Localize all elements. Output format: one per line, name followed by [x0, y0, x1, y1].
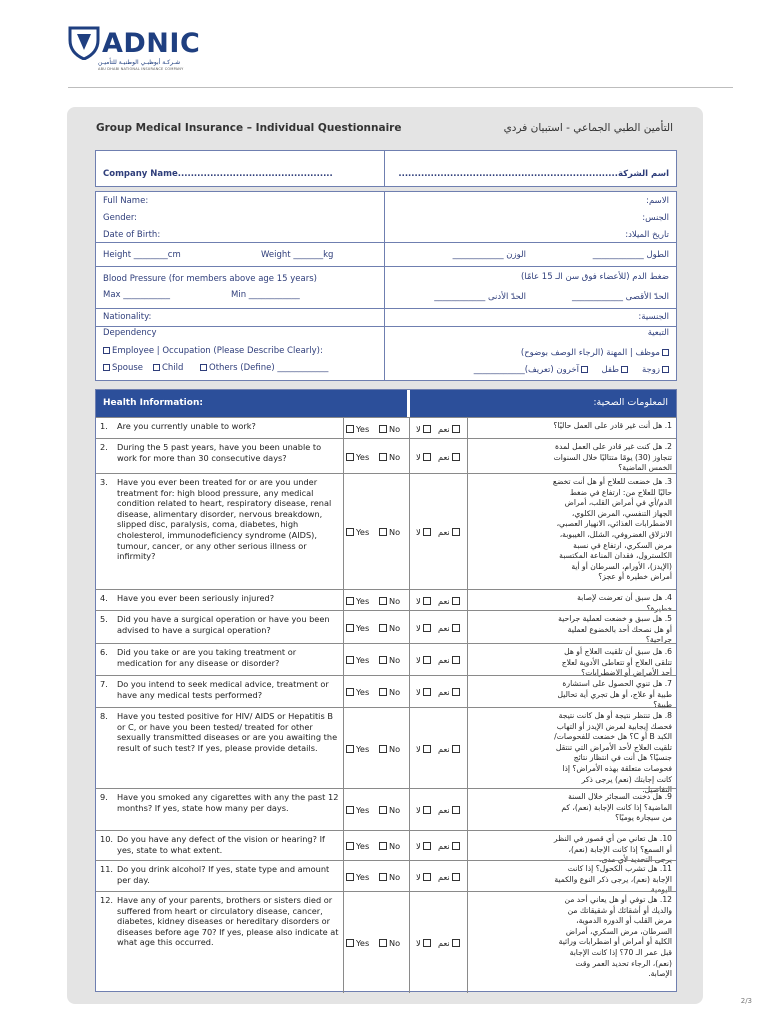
- logo-english-line: ABU DHABI NATIONAL INSURANCE COMPANY: [98, 67, 184, 71]
- blood-pressure-label: Blood Pressure (for members above age 15 years): [103, 274, 317, 284]
- answer-yes-option[interactable]: Yes: [346, 872, 369, 882]
- question-text-en: [100, 477, 340, 562]
- employee-option-label: Employee | Occupation (Please Describe Clearly):: [112, 346, 323, 356]
- answer-yes-checkbox-ar[interactable]: [452, 873, 460, 881]
- answer-no-option[interactable]: No: [379, 938, 400, 948]
- answer-no-option[interactable]: No: [379, 744, 400, 754]
- others-option[interactable]: Others (Define) ____________: [200, 363, 328, 373]
- answer-no-option-ar[interactable]: لا: [416, 424, 431, 434]
- answer-no-checkbox[interactable]: [379, 688, 387, 696]
- question-text-ar: 5. هل سبق و خضعت لعملية جراحية أو هل نصحك أحد بالخضوع لعملية جراحية؟: [558, 614, 672, 645]
- answer-no-checkbox-ar[interactable]: [423, 453, 431, 461]
- answer-yes-option[interactable]: Yes: [346, 596, 369, 606]
- answer-no-option[interactable]: No: [379, 805, 400, 815]
- answer-yes-checkbox[interactable]: [346, 842, 354, 850]
- question-text-ar: 4. هل سبق أن تعرضت لإصابة خطيرة؟: [577, 593, 672, 613]
- question-row: [96, 860, 676, 895]
- answer-no-checkbox-ar[interactable]: [423, 939, 431, 947]
- question-row: [96, 830, 676, 865]
- answer-yes-option-ar[interactable]: نعم: [438, 655, 460, 665]
- company-name-label-ar: اسم الشركة....................................................................: [398, 169, 669, 179]
- answer-yes-checkbox-ar[interactable]: [452, 806, 460, 814]
- answer-yes-checkbox-ar[interactable]: [452, 842, 460, 850]
- others-option-ar: آخرون (تعريف)____________: [474, 365, 588, 375]
- others-checkbox[interactable]: [200, 364, 207, 371]
- answer-no-checkbox[interactable]: [379, 873, 387, 881]
- form-title-en: Group Medical Insurance – Individual Questionnaire: [96, 122, 402, 134]
- question-number: 5.: [100, 614, 108, 624]
- child-option-ar: طفل: [601, 365, 628, 375]
- question-text-en: [100, 679, 340, 700]
- answer-no-checkbox-ar[interactable]: [423, 597, 431, 605]
- nationality-field[interactable]: Nationality:: [103, 312, 152, 322]
- question-text-en: [100, 647, 340, 668]
- answer-no-checkbox[interactable]: [379, 453, 387, 461]
- answer-yes-option-ar[interactable]: نعم: [438, 452, 460, 462]
- height-field[interactable]: Height ________cm: [103, 250, 181, 260]
- answer-yes-option[interactable]: Yes: [346, 424, 369, 434]
- nationality-field-ar: الجنسية:: [638, 312, 669, 322]
- answer-no-checkbox-ar[interactable]: [423, 806, 431, 814]
- answer-yes-option[interactable]: Yes: [346, 841, 369, 851]
- question-text: Did you take or are you taking treatment or medication for any disease or disorder?: [117, 647, 297, 668]
- answer-yes-checkbox[interactable]: [346, 453, 354, 461]
- gender-field-ar: الجنس:: [642, 213, 669, 223]
- question-number: 9.: [100, 792, 108, 802]
- child-option[interactable]: Child: [153, 363, 183, 373]
- question-number: 8.: [100, 711, 108, 721]
- answer-no-checkbox-ar[interactable]: [423, 688, 431, 696]
- personal-info-section: [95, 191, 677, 381]
- dependency-label-ar: التبعية: [647, 328, 669, 338]
- answer-no-option-ar[interactable]: لا: [416, 805, 431, 815]
- bp-min-field[interactable]: Min ____________: [231, 290, 300, 300]
- weight-field-ar: الوزن ____________: [452, 250, 526, 260]
- answer-yes-checkbox-ar[interactable]: [452, 597, 460, 605]
- answer-no-option[interactable]: No: [379, 424, 400, 434]
- answer-no-checkbox-ar[interactable]: [423, 873, 431, 881]
- answer-yes-option-ar[interactable]: نعم: [438, 527, 460, 537]
- question-text-ar: 2. هل كنت غير قادر على العمل لمدة تتجاوز (30) يومًا متتاليًا خلال السنوات الخمس الماضية؟: [553, 442, 672, 473]
- answer-no-checkbox[interactable]: [379, 939, 387, 947]
- answer-yes-option[interactable]: Yes: [346, 938, 369, 948]
- question-text-en: [100, 834, 340, 855]
- answer-no-option[interactable]: No: [379, 623, 400, 633]
- question-text-en: [100, 864, 340, 885]
- answer-no-checkbox[interactable]: [379, 597, 387, 605]
- answer-yes-checkbox[interactable]: [346, 624, 354, 632]
- question-text-ar: 9. هل دخنت السجائر خلال السنة الماضية؟ إذا كانت الإجابة (نعم)، كم من سيجارة يوميًا؟: [561, 792, 672, 823]
- answer-no-checkbox[interactable]: [379, 745, 387, 753]
- employee-option-ar: موظف | المهنة (الرجاء الوصف بوضوح): [521, 348, 669, 358]
- answer-yes-checkbox[interactable]: [346, 688, 354, 696]
- full-name-field-ar: الاسم:: [646, 196, 669, 206]
- question-text-en: [100, 792, 340, 813]
- question-row: [96, 438, 676, 473]
- question-text: Do you have any defect of the vision or hearing? If yes, state to what extent.: [117, 834, 325, 855]
- question-text-en: [100, 614, 340, 635]
- question-number: 12.: [100, 895, 114, 905]
- answer-no-checkbox[interactable]: [379, 806, 387, 814]
- answer-yes-checkbox-ar[interactable]: [452, 688, 460, 696]
- answer-yes-option-ar[interactable]: نعم: [438, 805, 460, 815]
- answer-no-checkbox-ar[interactable]: [423, 842, 431, 850]
- answer-yes-checkbox[interactable]: [346, 597, 354, 605]
- answer-yes-option[interactable]: Yes: [346, 655, 369, 665]
- question-row: [96, 643, 676, 678]
- question-text-en: [100, 421, 340, 432]
- answer-no-option[interactable]: No: [379, 527, 400, 537]
- answer-yes-option-ar[interactable]: نعم: [438, 841, 460, 851]
- answer-no-checkbox-ar[interactable]: [423, 745, 431, 753]
- height-field-ar: الطول ____________: [592, 250, 669, 260]
- form-title-ar: التأمين الطبي الجماعي - استبيان فردي: [503, 122, 673, 134]
- question-row: [96, 891, 676, 993]
- question-text-ar: 1. هل أنت غير قادر على العمل حاليًا؟: [553, 421, 672, 430]
- logo-wordmark: ADNIC: [102, 28, 201, 59]
- bp-min-field-ar: الحدّ الأدنى ____________: [434, 292, 526, 302]
- question-text-en: [100, 442, 340, 463]
- question-text-ar: 7. هل تنوي الحصول على استشارة طبية أو علاج، أو هل تجري أية تحاليل طبية؟: [557, 679, 672, 710]
- answer-yes-option-ar[interactable]: نعم: [438, 424, 460, 434]
- gender-field[interactable]: Gender:: [103, 213, 138, 223]
- question-text-ar: 12. هل توفي أو هل يعاني أحد من والديك أو أشقائك أو شقيقاتك من مرض القلب أو الدورة الدموية، السرطان، مرض السكري، أمراض الكلية أو أمراض أو اضطرابات وراثية قبل عمر الـ 70؟ إذا كانت الإجابة (نعم)، الرجاء تحديد العمر وقت الإصابة.: [558, 895, 672, 979]
- question-text-ar: 6. هل سبق أن تلقيت العلاج أو هل تتلقى العلاج أو تتعاطى الأدوية لعلاج أحد الأمراض أو الاضطرابات؟: [561, 647, 672, 678]
- question-text: During the 5 past years, have you been unable to work for more than 30 consecutive days?: [117, 442, 322, 463]
- question-number: 1.: [100, 421, 108, 431]
- answer-no-option-ar[interactable]: لا: [416, 687, 431, 697]
- answer-yes-checkbox-ar[interactable]: [452, 624, 460, 632]
- page-number: 2/3: [740, 997, 752, 1005]
- answer-no-checkbox[interactable]: [379, 842, 387, 850]
- dependency-label: Dependency: [103, 328, 157, 338]
- answer-no-checkbox[interactable]: [379, 425, 387, 433]
- question-row: [96, 707, 676, 795]
- answer-yes-checkbox-ar[interactable]: [452, 453, 460, 461]
- answer-yes-option-ar[interactable]: نعم: [438, 938, 460, 948]
- question-number: 2.: [100, 442, 108, 452]
- question-row: [96, 589, 676, 613]
- answer-no-option-ar[interactable]: لا: [416, 527, 431, 537]
- question-row: [96, 675, 676, 710]
- full-name-field[interactable]: Full Name:: [103, 196, 149, 206]
- question-number: 6.: [100, 647, 108, 657]
- question-text: Have you tested positive for HIV/ AIDS or Hepatitis B or C, or have you been tested/ treated for other sexually transmitted diseases or are you awaiting the result of such test? If yes, please provide details.: [117, 711, 338, 753]
- answer-no-option-ar[interactable]: لا: [416, 452, 431, 462]
- question-number: 4.: [100, 593, 108, 603]
- answer-yes-option-ar[interactable]: نعم: [438, 623, 460, 633]
- answer-yes-checkbox[interactable]: [346, 745, 354, 753]
- answer-yes-checkbox-ar[interactable]: [452, 528, 460, 536]
- answer-yes-checkbox[interactable]: [346, 939, 354, 947]
- date-of-birth-field[interactable]: Date of Birth:: [103, 230, 161, 240]
- answer-no-option-ar[interactable]: لا: [416, 623, 431, 633]
- question-row: [96, 473, 676, 589]
- answer-yes-option-ar[interactable]: نعم: [438, 596, 460, 606]
- answer-yes-checkbox[interactable]: [346, 425, 354, 433]
- answer-no-checkbox-ar[interactable]: [423, 656, 431, 664]
- question-text-en: [100, 593, 340, 604]
- answer-yes-option[interactable]: Yes: [346, 805, 369, 815]
- blood-pressure-label-ar: ضغط الدم (للأعضاء فوق سن الـ 15 عامًا): [520, 272, 669, 282]
- answer-yes-checkbox-ar[interactable]: [452, 425, 460, 433]
- answer-yes-checkbox[interactable]: [346, 656, 354, 664]
- answer-no-option-ar[interactable]: لا: [416, 938, 431, 948]
- answer-no-option[interactable]: No: [379, 452, 400, 462]
- adnic-logo: [68, 26, 208, 74]
- health-info-header-ar: المعلومات الصحية:: [593, 397, 668, 408]
- answer-no-option[interactable]: No: [379, 687, 400, 697]
- adnic-shield-icon: [68, 26, 100, 60]
- answer-yes-option-ar[interactable]: نعم: [438, 687, 460, 697]
- question-text: Do you drink alcohol? If yes, state type and amount per day.: [117, 864, 330, 885]
- health-info-header: [96, 390, 676, 417]
- answer-no-checkbox[interactable]: [379, 528, 387, 536]
- answer-no-checkbox[interactable]: [379, 656, 387, 664]
- answer-no-option-ar[interactable]: لا: [416, 744, 431, 754]
- question-text-en: [100, 895, 340, 948]
- question-number: 11.: [100, 864, 114, 874]
- answer-yes-checkbox-ar[interactable]: [452, 656, 460, 664]
- company-name-label-en: Company Name................................................: [103, 169, 333, 179]
- answer-no-checkbox[interactable]: [379, 624, 387, 632]
- answer-yes-option[interactable]: Yes: [346, 527, 369, 537]
- child-checkbox[interactable]: [153, 364, 160, 371]
- answer-no-option-ar[interactable]: لا: [416, 596, 431, 606]
- answer-no-checkbox-ar[interactable]: [423, 528, 431, 536]
- answer-no-option[interactable]: No: [379, 596, 400, 606]
- spouse-option-ar: زوجة: [642, 365, 669, 375]
- answer-no-option[interactable]: No: [379, 841, 400, 851]
- question-text: Have you ever been seriously injured?: [117, 593, 275, 603]
- question-number: 10.: [100, 834, 114, 844]
- answer-no-checkbox-ar[interactable]: [423, 425, 431, 433]
- answer-no-option[interactable]: No: [379, 655, 400, 665]
- answer-yes-option-ar[interactable]: نعم: [438, 872, 460, 882]
- answer-no-option-ar[interactable]: لا: [416, 872, 431, 882]
- spouse-option[interactable]: Spouse: [103, 363, 143, 373]
- question-row: [96, 610, 676, 643]
- answer-no-option-ar[interactable]: لا: [416, 841, 431, 851]
- question-text-ar: 3. هل خضعت للعلاج أو هل أنت تخضع حاليًا للعلاج من: ارتفاع في ضغط الدم/أي في أمراض القلب، أمراض الجهاز التنفسي، المرض الكلوي، الاضطرابات الغذائي، الانهيار العصبي، الانزلاق الغضروفي، الشلل، الغيبوبة، مرض السكري، ارتفاع في نسبة الكلسترول، فقدان المناعة المكتسبة (الإيدز)، الأورام، السرطان أو أية أمراض خطيرة أو عجز؟: [552, 477, 672, 582]
- health-info-table: [95, 389, 677, 992]
- answer-yes-option[interactable]: Yes: [346, 623, 369, 633]
- question-text-ar: 10. هل تعاني من أي قصور في النظر أو السمع؟ إذا كانت الإجابة (نعم)، يرجى التحديد لأي مدى.: [553, 834, 672, 865]
- header-divider: [68, 87, 733, 88]
- question-text: Do you intend to seek medical advice, treatment or have any medical tests performed?: [117, 679, 329, 700]
- question-text: Are you currently unable to work?: [117, 421, 256, 431]
- spouse-checkbox[interactable]: [103, 364, 110, 371]
- answer-yes-checkbox[interactable]: [346, 806, 354, 814]
- answer-yes-option[interactable]: Yes: [346, 452, 369, 462]
- question-text-ar: 8. هل تنتظر نتيجة أو هل كانت نتيجة فحصك إيجابية لمرض الإيدز أو التهاب الكبد B أو C؟ هل خضعت للفحوصات/تلقيت العلاج لأحد الأمراض التي تنتقل جنسيًا؟ هل أنت في انتظار نتائج فحوصات متعلقة بهذه الأمراض؟ إذا كانت إجابتك (نعم) يرجى ذكر التفاصيل.: [554, 711, 672, 795]
- answer-yes-checkbox-ar[interactable]: [452, 939, 460, 947]
- question-text: Did you have a surgical operation or have you been advised to have a surgical operation?: [117, 614, 330, 635]
- answer-yes-option[interactable]: Yes: [346, 687, 369, 697]
- answer-yes-option[interactable]: Yes: [346, 744, 369, 754]
- question-row: [96, 788, 676, 830]
- answer-no-checkbox-ar[interactable]: [423, 624, 431, 632]
- question-row: [96, 417, 676, 438]
- question-number: 3.: [100, 477, 108, 487]
- date-of-birth-field-ar: تاريخ الميلاد:: [625, 230, 669, 240]
- question-text: Have you smoked any cigarettes with any the past 12 months? If yes, state how many per days.: [117, 792, 339, 813]
- answer-yes-checkbox-ar[interactable]: [452, 745, 460, 753]
- question-text-ar: 11. هل تشرب الكحول؟ إذا كانت الإجابة (نعم)، يرجى ذكر النوع والكمية اليومية.: [554, 864, 672, 895]
- question-text-en: [100, 711, 340, 753]
- employee-option[interactable]: [103, 346, 323, 356]
- bp-max-field[interactable]: Max ___________: [103, 290, 171, 300]
- question-text: Have any of your parents, brothers or sisters died or suffered from heart or circulatory disease, cancer, diabetes, kidney diseases or hereditary disorders or diseases before age 70? If yes, please also indicate at what age this occurred.: [117, 895, 339, 948]
- logo-arabic-line: شـركـة أبوظبـي الوطنيـة للتأميـن: [98, 59, 181, 66]
- answer-no-option[interactable]: No: [379, 872, 400, 882]
- question-number: 7.: [100, 679, 108, 689]
- company-name-section: [95, 150, 677, 187]
- employee-checkbox[interactable]: [103, 347, 110, 354]
- weight-field[interactable]: Weight _______kg: [261, 250, 334, 260]
- health-info-header-en: Health Information:: [103, 398, 203, 408]
- bp-max-field-ar: الحدّ الأقصى ____________: [571, 292, 669, 302]
- answer-no-option-ar[interactable]: لا: [416, 655, 431, 665]
- answer-yes-option-ar[interactable]: نعم: [438, 744, 460, 754]
- answer-yes-checkbox[interactable]: [346, 873, 354, 881]
- answer-yes-checkbox[interactable]: [346, 528, 354, 536]
- question-text: Have you ever been treated for or are you under treatment for: high blood pressure, any medical condition related to heart, respiratory disease, renal disease, alimentary disorder, nervous breakdown, slipped disc, paralysis, coma, diabetes, high cholesterol, immunodeficiency syndrome (AIDS), tumour, cancer, or any other serious illness or infirmity?: [117, 477, 332, 562]
